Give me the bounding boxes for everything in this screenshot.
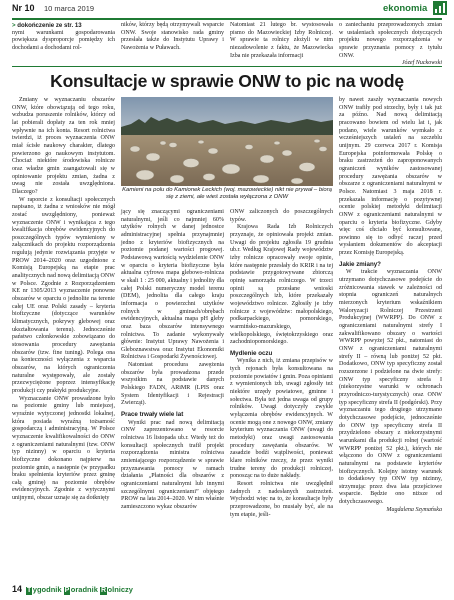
article-paragraph: Wynika z nich, iż zmiana przepisów w tych rejonach była konsultowana na poziomie powiatów i gmin. Poza opiniami z wymienionych izb, uwagi zgłosiły też niektóre urzędy powiatowe, gminne i sołectwa. Była też jedna uwaga od grupy rolników. Uwagi dotyczyły zwykle wyłączenia obrębów ewidencyjnych. W ocenie mogą one z nowego ONW, zmiany kryterium wyznaczania ONW (uwagi do metodyki) oraz uwagi zastosowania procedury zawężania obszarów. W zasadzie bodźi wątpliwości, ponieważ klare rolników rzeczy, że przez wyniki trudne tereny do produkcji rolniczej, ponosząc na to duże nakłady. [230,358,333,480]
page-header [0,0,454,18]
bar-chart-icon [433,1,447,15]
prev-article-col-1 [12,22,115,53]
article-paragraph: jący się znaczącymi ograniczeniami naturalnymi, jeśli co najmniej 60% użytków rolnych w danej jednostce administracyjnej spełnia przynajmniej jedno z kryteriów biofizycznych na poziomie podanej wartości progowej. Podstawową wartością wydzielenie ONW w oparciu o kryteria biofizyczne była aktualna cyfrowa mapa glebowo-rolnicza w skali 1 : 25 000, aktualny i jednolity dla całej Polski numeryczny model terenu (DEM), jednolita dla całego kraju informacja o powierzchni użytków rolnych w gminach/obrębach ewidencyjnych, aktualna mapa pH gleby oraz baza obszarów intensywnego rolnictwa. To zadanie wykonywały głównie: Instytut Uprawy Nawożenia i Gleboznawstwa oraz Instytut Ekonomiki Rolnictwa i Gospodarki Żywnościowej. [121,209,224,361]
article-col-3 [230,209,333,519]
article-col-1 [12,97,115,503]
article-subheading: Prace trwały wiele lat [121,411,184,419]
article-subheading: Jakie zmiany? [339,260,381,268]
section-divider [12,66,442,67]
article-col-4 [339,97,442,514]
prev-article-text: ników, którzy będą otrzymywali wsparcie ONW. Swoje stanowisko rada gminy przesłała także do Instytutu Uprawy i Nawożenia w Puławach. [121,22,224,51]
issue-number: Nr 10 [12,3,35,13]
article-paragraph: W raporcie z konsultacji społecznych napisano, iż żadna z wniosków nie mógł zostać uwzględniony, ponieważ wyznaczenie ONW i wynikająca z tego kwalifikacja obrębów ewidencyjnych do poszczególnych typów wymieniony w załącznikach do projektu rozporządzenia regulują jedynie rozwiązania przyjęte w PROW 2014–2020 oraz uzgodnione z Komisją Europejską na etapie prac analitycznych nad nową delimitacją ONW w Polsce. Zgodnie z Rozporządzeniem KE nr 1305/2013 wyznaczenie ponowne obszarów w oparciu o jednolite na terenie całej UE oraz Polski zasady – kryteria biofizyczne (dotyczące warunków klimatycznych, pokrywy glebowej oraz ukształtowania terenu). Jednocześnie państwo członkowskie zobowiązano do stosowania procedury zawężania obszarów (tzw. fine tuning). Polega ona na konieczności wyłączenia z wsparcia obszarów, na których ograniczenia naturalne występowały, ale zostały przezwyciężone poprzez intensyfikację produkcji czy praktyki produkcyjne. [12,196,115,394]
continuation-marker: > dokończenie ze str. 13 [12,22,82,29]
publication-brand: T ygodnik P oradnik R olniczy [27,585,133,594]
article-paragraph: Zmiany w wyznaczaniu obszarów ONW, które obowiązują od tego roku, wzbudza poruszenie rolników, którzy od lat pobierali dopłaty za ten rok mniej wpływnie na ich konta. Resort rolnictwa twierdzi, iż proces wyznaczenia ONW miał ścisłe naukowy charakter, dlatego powierzono go naukowym instytutom. Chociaż niektóre środowiska rolnicze oraz władze gmin zaangażowali się w opiniowanie projektu zmian, żadna z uwag nie została uwzględniona. Dlaczego? [12,97,115,195]
issue-date: 10 marca 2019 [44,4,95,13]
prev-article-text: o zaniechaniu przeprowadzonych zmian w ustaleniach społecznych dotyczących projektu nowego rozporządzenia w sprawie przyznania pomocy z tytułu ONW. [339,22,442,59]
article-paragraph: Krajowa Rada Izb Rolniczych przyznaje, że opiniowała projekt zmian. Uwagi do projektu zgłosiła 19 grudnia ub.r. Według Krajowej Rady województw izby rolnicze opracowały swoje opinie, które następnie przesłały do KRIR i na tej podstawie przygotowywane zbiorczą opinię samorządu rolniczego. W trzeci opinii są przesłane wnioski poszczególnych izb, które przekazały województwo rolnicze. Zgłosiły je izby rolnicze z województw: małopolskiego, podkarpackiego, pomorskiego, warmińsko-mazurskiego, wielkopolskiego, świętokrzyskiego oraz zachodniopomorskiego. [230,224,333,346]
article-paragraph: Wyniki prac nad nową delimitacją ONW zaprezentowano w resorcie rolnictwa 16 listopada ub.r. Wtedy też do konsultacji społecznych trafił projekt rozporządzenia ministra rolnictwa zmieniającego rozporządzenie w sprawie przyznawania pomocy w ramach działania „Płatności dla obszarów z ograniczeniami naturalnymi lub innymi szczególnymi ograniczeniami” objętego PROW na lata 2014–2020. W nim właśnie zamieszczono wykaz obszarów [121,419,224,510]
article-paragraph: by nawet zaszły wyznaczania nowych ONW trafiły pod strzechy, były i tak już za późno. Nad nową delimitacją pracowano bowiem od wielu lat i, jak podano, wiele warunków wymkało z wcześniejszych ustaleń na szczeblu unijnym. 29 czerwca 2017 r. Komisja Europejska poinformowała Polskę o braku zastrzeżeń do zaproponowanych ograniczeń wyników zastosowanej procedury zawężania obszarów w obszarze z ograniczeniami naturalnymi w Polsce. Natomiast 3 maja 2018 r. przekazała informację o pozytywnej ocenie polskiej metodyki delimitacji ONW z ograniczeniami naturalnymi w oparciu o kryteria biofizyczne. Gdyby więc coś chciało być konsultowane, powinno się to odbyć raczej przed wysłaniem dokumentów do akceptacji przez Komisję Europejską. [339,97,442,257]
article-headline: Konsultacje w sprawie ONW to pic na wodę [50,71,404,91]
header-rule [12,18,442,20]
section-title: ekonomia [383,3,428,14]
prev-article-col-4 [339,22,442,68]
prev-article-col-2 [121,22,224,53]
prev-article-text: nymi warunkami gospodarowania powiększa dysproporcje pomiędzy ich dochodami a dochodami rol- [12,29,115,51]
article-col-2 [121,209,224,512]
article-paragraph: Resort rolnictwa nie uwzględnił żadnych z nadesłanych zastrzeżeń. Wychodzi więc na to, że konsultacje były przeprowadzone, bo musiały być, ale na tym etapie, jeśli- [230,480,333,518]
photo-caption: Kamieni na polu do Kamionek Leckich (woj. mazowieckie) nikt nie prywał – biorą się z ziemi, ale wieś została wyłączona z ONW [122,187,332,200]
prev-article-author: Józef Nuckowski [401,60,442,67]
article-author: Magdalena Szymańska [386,506,442,513]
article-paragraph: W trakcie wyznaczania ONW utrzymano dotychczasowe podejście do zróżnicowania stawek w zależności od stopnia ograniczeń naturalnych mierzonych kryterium wskaźnikiem Waloryzacji Rolniczej Przestrzeni Produkcyjnej (WWRPP). Do ONW z ograniczeniami naturalnymi strefy I zakwalifikowano obszary o wartości WWRPP powyżej 52 pkt., natomiast do ONW z ograniczeniami naturalnymi strefy II – równą lub poniżej 52 pkt. Dodatkowo, ONW typ specyficzny został rozszerzone i podzielone na dwie strefy: ONW typ specyficzny strefa I (niekorzystne warunki w ochronach przyrodniczo-turystycznych) oraz ONW typ specyficzny strefa II (podgórski). Przy wyznaczaniu tego drugiego utrzymano dotychczasowe podejście, jednocześnie do ONW typ specyficzny strefa II przydzielono obszary z niekorzystnymi warunkami dla produkcji rolnej (wartość WWRPP poniżej 52 pkt.), których nie włączono do ONW z ograniczeniami naturalnymi na podstawie kryteriów biofizycznych. Kolejny istotny warunek to dodatkowy typ ONW typ nizinny, strzymując przez dwa lata przejściowe wsparcie. Będzie ono niższe od dotychczasowego. [339,269,442,506]
article-paragraph: ONW zaliczonych do poszczególnych typów. [230,209,333,223]
prev-article-col-3 [230,22,333,60]
article-paragraph: Wyznaczanie ONW prowadzone było na poziomie gminy lub mniejszej, wyraźnie wytyczonej jednostki lokalnej, która posiada wyraźną tożsamość gospodarczą i administracyjną. W Polsce wyznaczenie kwalifikowalności do ONW z ograniczeniami naturalnymi (tzw. ONW typ nizinny) w oparciu o kryteria biofizyczne dokonano najpierw na poziomie gmin, a następnie (w przypadku braku spełnienia kryteriów przez gminę całą gminę) na poziomie obrębów ewidencyjnych. Zgodnie z wytycznymi unijnymi, obszar uznaje się za dotknięty [12,395,115,502]
page-number: 14 [12,584,23,594]
article-subheading: Mydlenie oczu [230,349,273,357]
field-stones-photo [121,97,333,186]
article-paragraph: Natomiast procedura zawężenia obszarów była prowadzona przede wszystkim na podstawie danych Polskiego FADN, ARiMR (LPIS oraz System Identyfikacji i Rejestracji Zwierząt). [121,362,224,407]
prev-article-text: Natomiast 21 lutego br. wystosowała pismo do Mazowieckiej Izby Rolniczej. W sprawie ta rolnicy złożyli w nim niezadowolenie z faktu, że Mazowiecka Izba nie przekazała informacji [230,22,333,59]
